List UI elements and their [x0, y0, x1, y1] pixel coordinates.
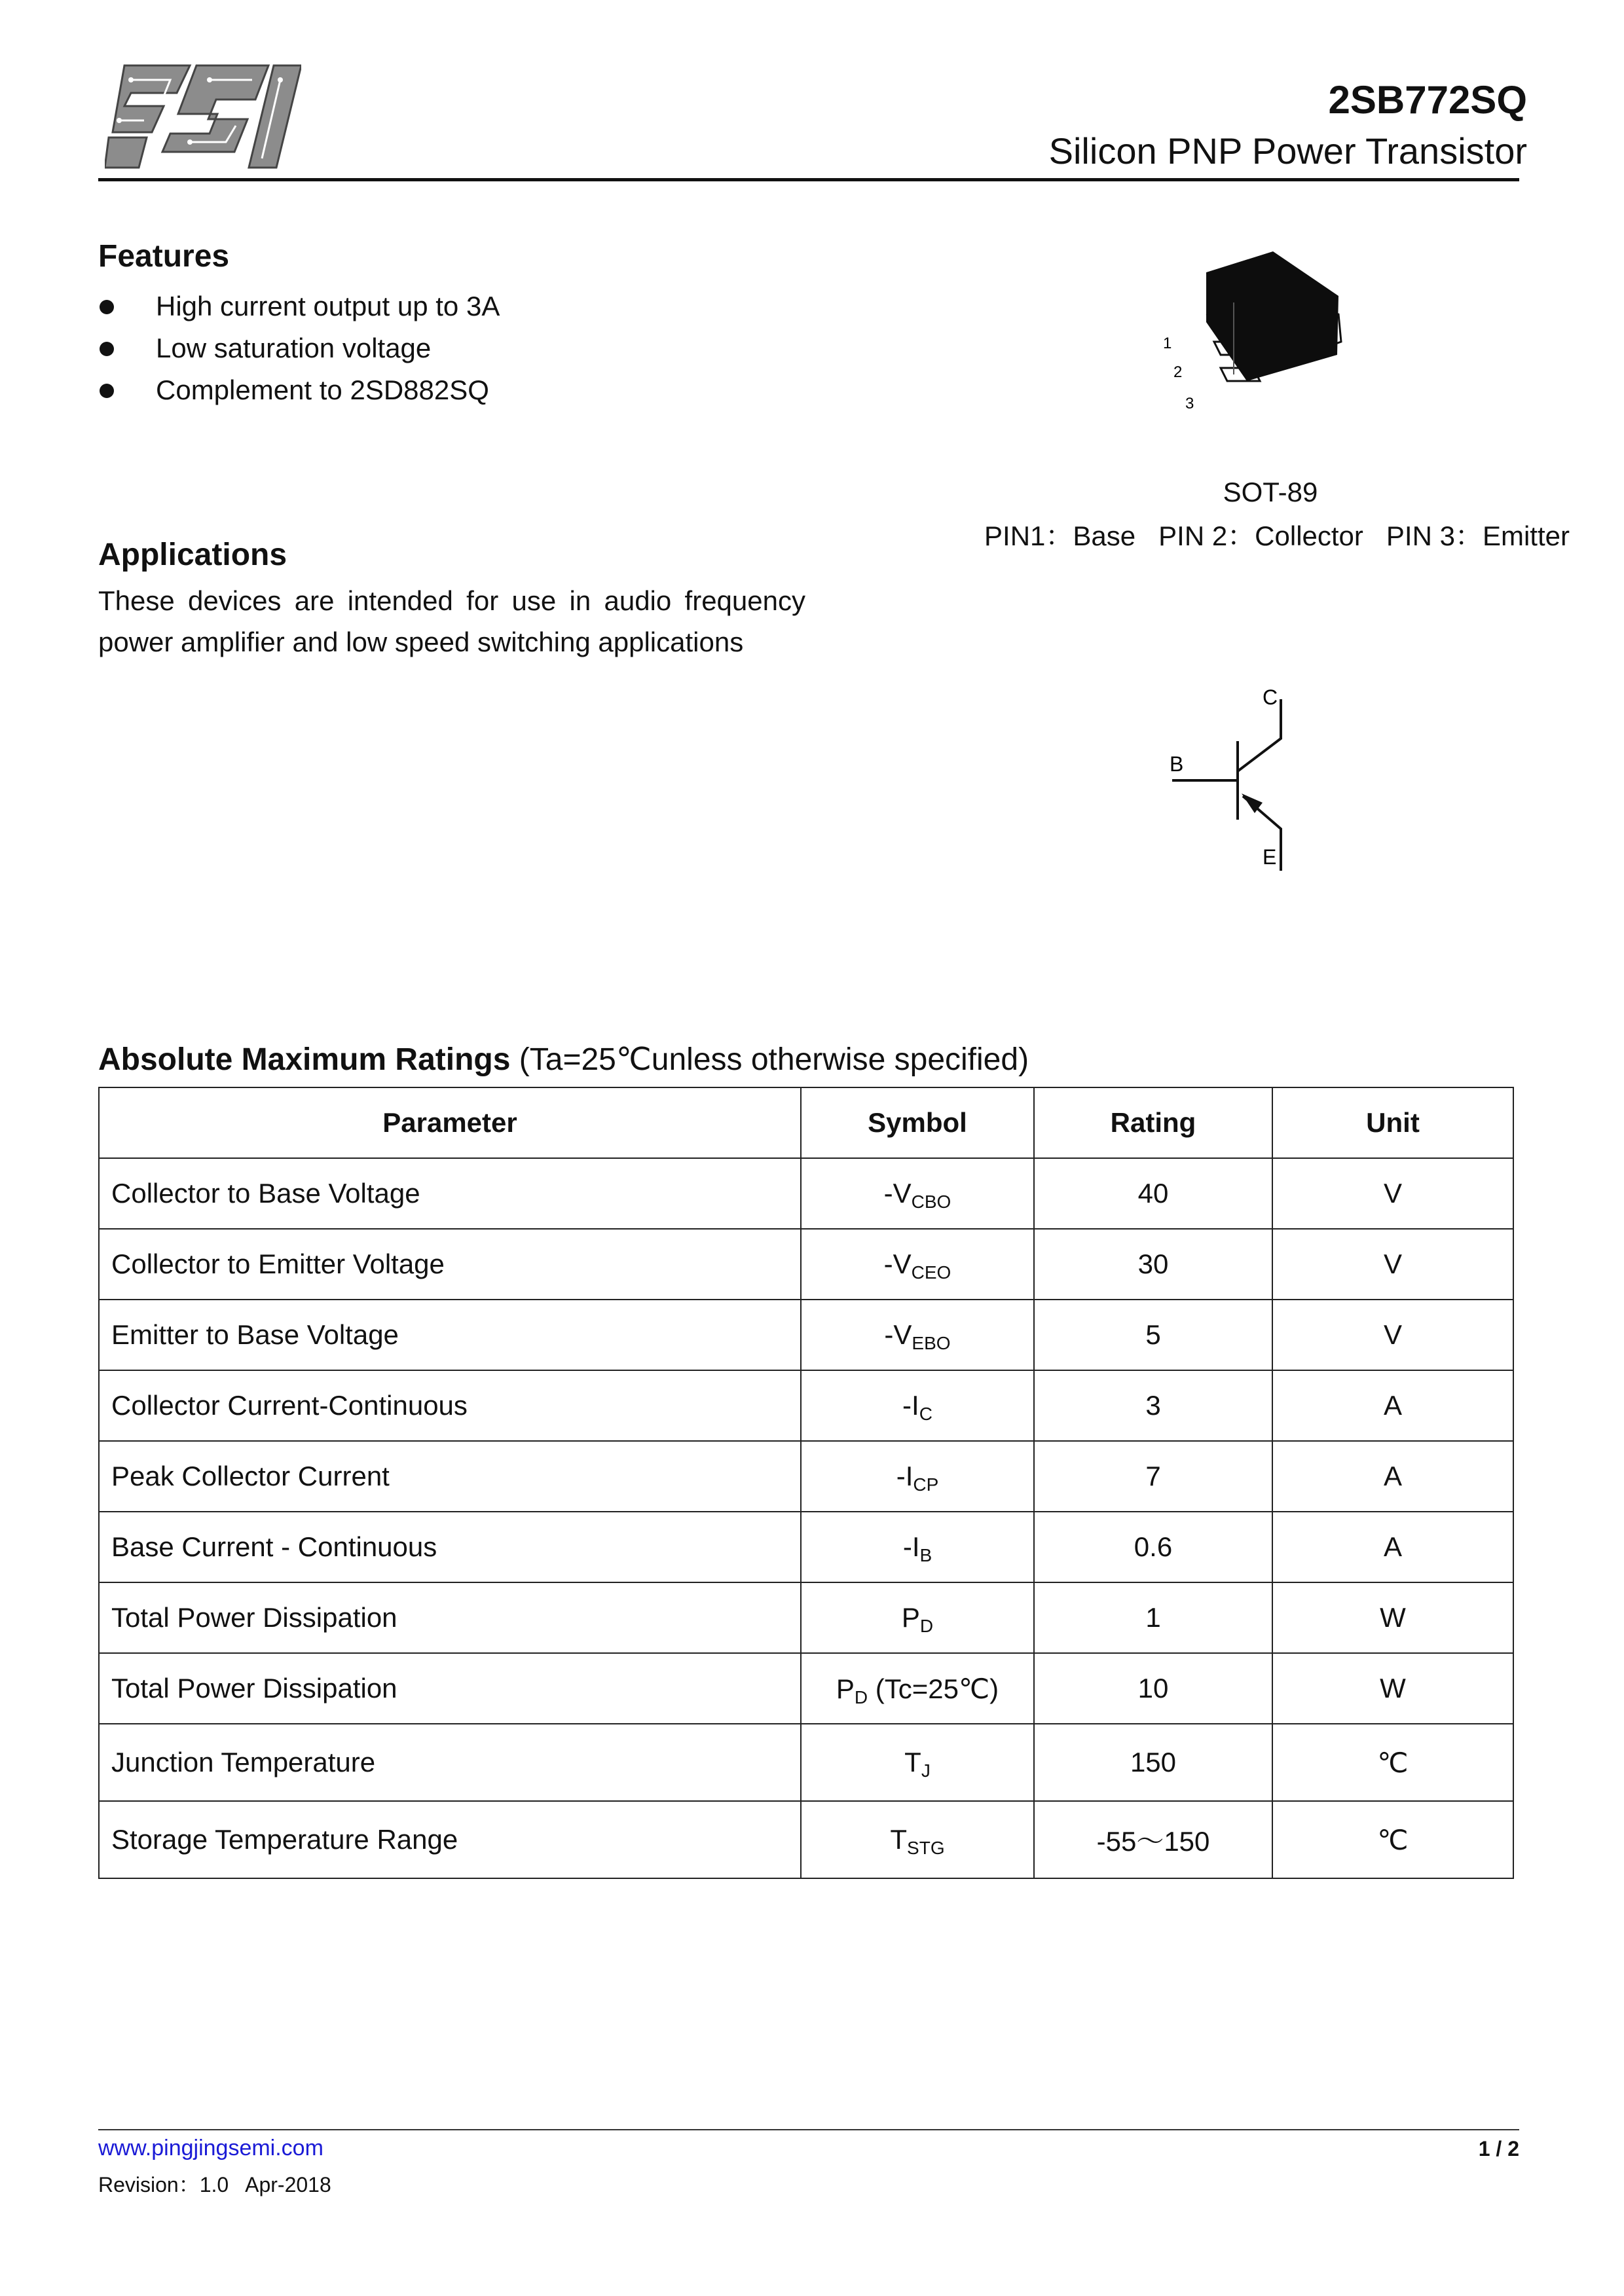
ratings-table	[98, 1087, 1514, 1879]
table-row	[99, 1370, 1513, 1441]
table-header-row	[99, 1087, 1513, 1158]
unit-cell: A	[1272, 1370, 1513, 1441]
parameter-cell: Emitter to Base Voltage	[99, 1300, 801, 1370]
symbol-cell: $-I_C$	[801, 1370, 1034, 1441]
symbol-cell: $T_{STG}$	[801, 1801, 1034, 1878]
table-row	[99, 1441, 1513, 1512]
bullet-icon	[100, 300, 114, 314]
parameter-cell: Base Current - Continuous	[99, 1512, 801, 1582]
feature-text: High current output up to 3A	[156, 291, 500, 321]
website-link[interactable]: www.pingjingsemi.com	[98, 2136, 323, 2160]
symbol-cell: $-I_B$	[801, 1512, 1034, 1582]
company-logo-icon	[105, 60, 301, 173]
pin-assignment: PIN1：Base PIN 2：Collector PIN 3：Emitter	[984, 520, 1570, 551]
parameter-cell: Storage Temperature Range	[99, 1801, 801, 1878]
rating-cell: -55～150	[1034, 1801, 1272, 1878]
bullet-icon	[100, 342, 114, 356]
table-row	[99, 1300, 1513, 1370]
rating-cell: 5	[1034, 1300, 1272, 1370]
unit-cell: ℃	[1272, 1801, 1513, 1878]
rating-cell: 40	[1034, 1158, 1272, 1229]
symbol-cell: $-V_{EBO}$	[801, 1300, 1034, 1370]
page-number: 1 / 2	[1478, 2137, 1519, 2160]
rating-cell: 1	[1034, 1582, 1272, 1653]
rating-cell: 0.6	[1034, 1512, 1272, 1582]
document-subtitle: Silicon PNP Power Transistor	[1048, 130, 1527, 172]
part-number: 2SB772SQ	[1328, 78, 1527, 122]
ratings-heading	[98, 1041, 1029, 1078]
rating-cell: 30	[1034, 1229, 1272, 1300]
header-unit: Unit	[1272, 1087, 1513, 1158]
parameter-cell: Junction Temperature	[99, 1724, 801, 1801]
feature-item	[98, 285, 500, 327]
rating-cell: 3	[1034, 1370, 1272, 1441]
rating-cell: 10	[1034, 1653, 1272, 1724]
unit-cell: ℃	[1272, 1724, 1513, 1801]
symbol-cell: $P_D$	[801, 1582, 1034, 1653]
symbol-cell: $P_D$ (Tc=25℃)	[801, 1653, 1034, 1724]
unit-cell: V	[1272, 1158, 1513, 1229]
pin-number-3: 3	[1185, 395, 1194, 412]
unit-cell: A	[1272, 1512, 1513, 1582]
unit-cell: V	[1272, 1229, 1513, 1300]
rating-cell: 150	[1034, 1724, 1272, 1801]
revision-info: Revision：1.0 Apr-2018	[98, 2173, 331, 2196]
header-rating: Rating	[1034, 1087, 1272, 1158]
header-symbol: Symbol	[801, 1087, 1034, 1158]
symbol-cell: $-V_{CBO}$	[801, 1158, 1034, 1229]
features-list	[98, 285, 500, 411]
collector-label: C	[1263, 685, 1278, 709]
parameter-cell: Collector to Emitter Voltage	[99, 1229, 801, 1300]
header-parameter: Parameter	[99, 1087, 801, 1158]
pnp-transistor-symbol-icon	[1159, 674, 1316, 884]
symbol-cell: $-I_{CP}$	[801, 1441, 1034, 1512]
applications-title: Applications	[98, 538, 287, 572]
unit-cell: W	[1272, 1653, 1513, 1724]
bullet-icon	[100, 384, 114, 398]
table-row	[99, 1653, 1513, 1724]
table-row	[99, 1158, 1513, 1229]
package-name: SOT-89	[1223, 477, 1318, 507]
header-divider	[98, 178, 1519, 181]
feature-text: Complement to 2SD882SQ	[156, 374, 489, 405]
ratings-condition: (Ta=25℃unless otherwise specified)	[519, 1042, 1029, 1077]
features-title: Features	[98, 239, 230, 274]
parameter-cell: Total Power Dissipation	[99, 1582, 801, 1653]
parameter-cell: Total Power Dissipation	[99, 1653, 801, 1724]
pin-number-2: 2	[1173, 363, 1183, 381]
footer-divider	[98, 2129, 1519, 2130]
parameter-cell: Collector Current-Continuous	[99, 1370, 801, 1441]
parameter-cell: Collector to Base Voltage	[99, 1158, 801, 1229]
unit-cell: W	[1272, 1582, 1513, 1653]
table-row	[99, 1582, 1513, 1653]
symbol-cell: $-V_{CEO}$	[801, 1229, 1034, 1300]
ratings-title: Absolute Maximum Ratings	[98, 1042, 511, 1077]
base-label: B	[1170, 752, 1184, 776]
emitter-label: E	[1263, 845, 1277, 869]
table-row	[99, 1724, 1513, 1801]
feature-item	[98, 369, 500, 411]
unit-cell: V	[1272, 1300, 1513, 1370]
feature-item	[98, 327, 500, 369]
table-row	[99, 1801, 1513, 1878]
parameter-cell: Peak Collector Current	[99, 1441, 801, 1512]
table-row	[99, 1512, 1513, 1582]
feature-text: Low saturation voltage	[156, 333, 432, 363]
rating-cell: 7	[1034, 1441, 1272, 1512]
sot89-package-icon	[1142, 244, 1365, 427]
pin-number-1: 1	[1163, 335, 1172, 352]
table-row	[99, 1229, 1513, 1300]
unit-cell: A	[1272, 1441, 1513, 1512]
applications-text: These devices are intended for use in audio frequency power amplifier and low speed switching applications	[98, 585, 805, 657]
symbol-cell: $T_J$	[801, 1724, 1034, 1801]
